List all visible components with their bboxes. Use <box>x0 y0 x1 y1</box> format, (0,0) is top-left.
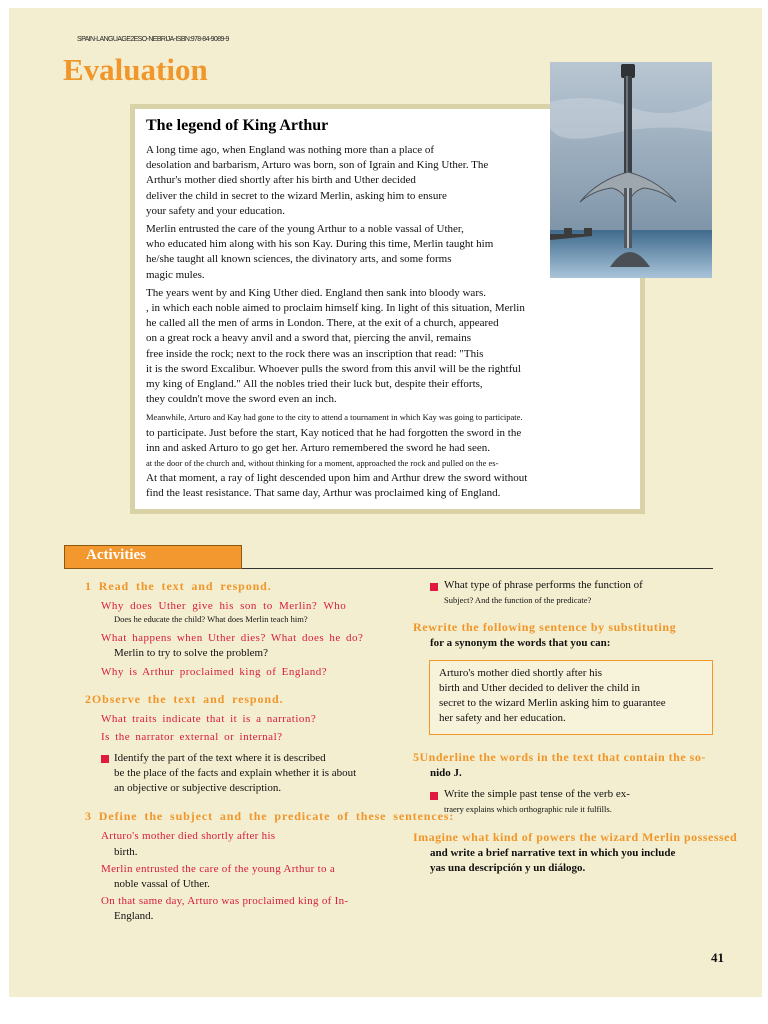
question-1b-cont: Merlin to try to solve the problem? <box>114 647 268 659</box>
question-6-heading: Imagine what kind of powers the wizard Merlin possessed <box>413 830 738 844</box>
bullet-icon <box>101 755 109 763</box>
activities-heading: Activities <box>86 547 146 563</box>
header-code: SPAIN-LANGUAGE2ESO-NEBRIJA-ISBN:978-84-9089-9 <box>77 36 229 43</box>
question-6-sub: and write a brief narrative text in which you include <box>430 847 676 859</box>
question-2-heading: 2Observe the text and respond. <box>85 692 284 706</box>
story-line: Arthur's mother died shortly after his birth and Uther decided <box>146 174 416 187</box>
question-4-sub: for a synonym the words that you can: <box>430 637 611 649</box>
story-line: he/she taught all known sciences, the divinatory arts, and some forms <box>146 253 452 266</box>
question-3d-cont: Subject? And the function of the predicate? <box>444 595 592 605</box>
question-3c: On that same day, Arturo was proclaimed king of In- <box>101 895 349 907</box>
page-title: Evaluation <box>63 52 208 87</box>
question-3b-cont: noble vassal of Uther. <box>114 878 210 890</box>
question-2c-cont: be the place of the facts and explain whether it is about <box>114 767 357 779</box>
page-number: 41 <box>711 950 724 965</box>
story-line: deliver the child in secret to the wizard Merlin, asking him to ensure <box>146 189 447 202</box>
story-line: The years went by and King Uther died. England then sank into bloody wars. <box>146 286 487 299</box>
story-title: The legend of King Arthur <box>146 117 329 134</box>
story-line: At that moment, a ray of light descended upon him and Arthur drew the sword without <box>146 472 528 485</box>
story-line: find the least resistance. That same day, Arthur was proclaimed king of England. <box>146 487 501 500</box>
question-2b: Is the narrator external or internal? <box>101 731 283 743</box>
story-line: my king of England." All the nobles tried their luck but, despite their efforts, <box>146 378 483 391</box>
excalibur-sword-photo <box>550 62 712 278</box>
question-2a: What traits indicate that it is a narration? <box>101 713 317 725</box>
question-2c: Identify the part of the text where it is described <box>114 752 326 764</box>
question-5b-cont: traery explains which orthographic rule it fulfills. <box>444 804 612 814</box>
story-line: he called all the men of arms in London. There, at the exit of a church, appeared <box>146 317 499 330</box>
story-line-small: Meanwhile, Arturo and Kay had gone to the city to attend a tournament in which Kay was going to participate. <box>146 412 523 423</box>
story-line: who educated him along with his son Kay. During this time, Merlin taught him <box>146 238 494 251</box>
box-line: birth and Uther decided to deliver the child in <box>439 682 640 694</box>
story-line: they couldn't move the sword even an inch. <box>146 393 337 406</box>
question-6-sub: yas una descripción y un diálogo. <box>430 862 586 874</box>
box-line: her safety and her education. <box>439 712 566 724</box>
question-1-heading: 1 Read the text and respond. <box>85 579 272 593</box>
story-text <box>146 143 616 502</box>
bullet-icon <box>430 583 438 591</box>
story-line: it is the sword Excalibur. Whoever pulls the sword from this anvil will be the rightful <box>146 362 521 375</box>
story-line: free inside the rock; next to the rock there was an inscription that read: "This <box>146 347 484 360</box>
question-3a-cont: birth. <box>114 846 138 858</box>
question-3a: Arturo's mother died shortly after his <box>101 830 276 842</box>
story-line: your safety and your education. <box>146 204 285 217</box>
question-3d: What type of phrase performs the function of <box>444 579 643 591</box>
question-1b: What happens when Uther dies? What does he do? <box>101 632 364 644</box>
question-2c-cont: an objective or subjective description. <box>114 782 282 794</box>
story-line: magic mules. <box>146 268 205 281</box>
story-line: on a great rock a heavy anvil and a sword that, piercing the anvil, remains <box>146 332 471 345</box>
question-5b: Write the simple past tense of the verb ex- <box>444 788 630 800</box>
story-line: Merlin entrusted the care of the young Arthur to a noble vassal of Uther, <box>146 223 464 236</box>
divider <box>242 568 713 569</box>
question-3-heading: 3 Define the subject and the predicate of these sentences: <box>85 809 455 823</box>
box-line: secret to the wizard Merlin asking him to guarantee <box>439 697 666 709</box>
story-line: A long time ago, when England was nothing more than a place of <box>146 144 435 156</box>
box-line: Arturo's mother died shortly after his <box>439 667 602 679</box>
story-line: desolation and barbarism, Arturo was born, son of Igrain and King Uther. The <box>146 159 489 172</box>
question-1a-cont: Does he educate the child? What does Merlin teach him? <box>114 614 308 624</box>
question-3b: Merlin entrusted the care of the young Arthur to a <box>101 863 336 875</box>
story-line: to participate. Just before the start, Kay noticed that he had forgotten the sword in the <box>146 426 522 439</box>
question-3c-cont: England. <box>114 910 154 922</box>
question-5-heading: 5Underline the words in the text that contain the so- <box>413 750 706 764</box>
question-1c: Why is Arthur proclaimed king of England? <box>101 666 328 678</box>
story-line: , in which each noble aimed to proclaim himself king. In light of this situation, Merlin <box>146 302 525 315</box>
question-5-sub: nido J. <box>430 767 462 779</box>
story-line-small: at the door of the church and, without thinking for a moment, approached the rock and pulled on the es- <box>146 458 499 469</box>
question-4-heading: Rewrite the following sentence by substituting <box>413 620 677 634</box>
story-line: inn and asked Arturo to go get her. Arturo remembered the sword he had seen. <box>146 441 490 454</box>
question-1a: Why does Uther give his son to Merlin? Who <box>101 600 347 612</box>
bullet-icon <box>430 792 438 800</box>
